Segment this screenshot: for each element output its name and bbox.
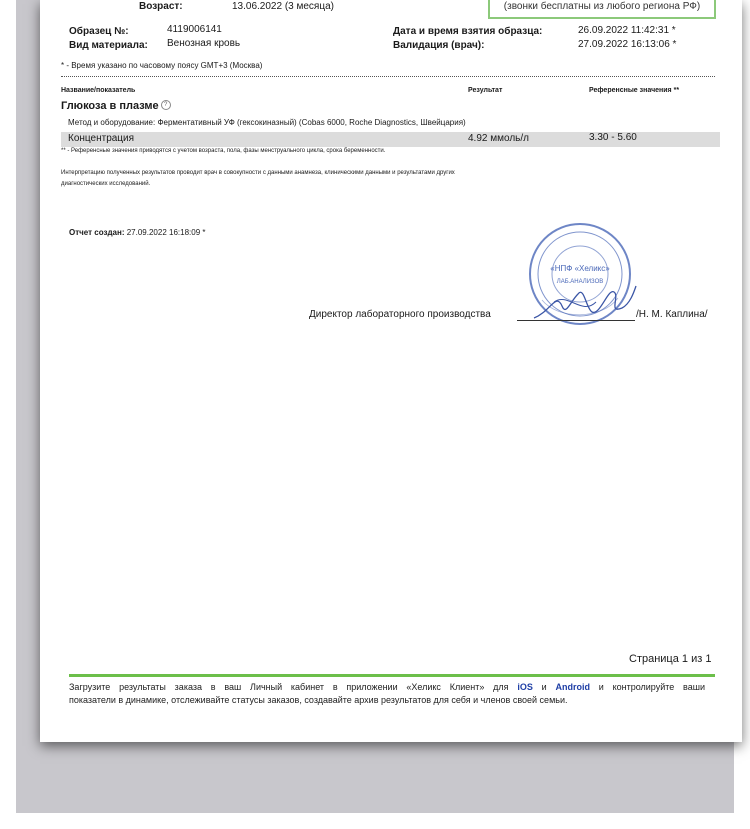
footer-line-2: показатели в динамике, отслеживайте статусы заказов, создавайте архив результатов для себя и членов своей семьи.	[69, 695, 568, 705]
age-value: 13.06.2022 (3 месяца)	[232, 1, 334, 12]
validation-value: 27.09.2022 16:13:06 *	[578, 39, 677, 50]
report-created	[69, 228, 205, 237]
interpretation-line-1: Интерпретацию полученных результатов проводит врач в совокупности с данными анамнеза, клиническими данными и результатами других	[61, 170, 455, 176]
android-link[interactable]: Android	[555, 682, 590, 692]
footer-text-b: и контролируйте ваши	[598, 682, 705, 692]
report-created-label: Отчет создан:	[69, 228, 125, 237]
age-label: Возраст:	[139, 1, 183, 12]
row-name: Концентрация	[68, 133, 135, 144]
material-label: Вид материала:	[69, 40, 148, 51]
page-counter: Страница 1 из 1	[629, 653, 712, 665]
interpretation-line-2: диагностических исследований.	[61, 181, 151, 187]
validation-label: Валидация (врач):	[393, 40, 485, 51]
sample-datetime-value: 26.09.2022 11:42:31 *	[578, 25, 676, 36]
col-header-reference: Референсные значения **	[589, 87, 680, 94]
col-header-result: Результат	[468, 87, 503, 94]
dotted-divider	[61, 76, 715, 77]
help-icon[interactable]: ?	[161, 100, 171, 110]
director-title: Директор лабораторного производства	[309, 309, 491, 320]
stamp-center-text: «НПФ «Хеликс»	[550, 264, 610, 273]
report-page	[40, 0, 742, 742]
row-result: 4.92 ммоль/л	[468, 133, 529, 144]
footer-divider	[69, 674, 715, 677]
footer-and: и	[541, 682, 547, 692]
sample-datetime-label: Дата и время взятия образца:	[393, 26, 543, 37]
free-calls-note: (звонки бесплатны из любого региона РФ)	[488, 0, 716, 19]
row-reference: 3.30 - 5.60	[589, 132, 637, 143]
sample-number-value: 4119006141	[167, 24, 222, 35]
sample-number-label: Образец №:	[69, 26, 129, 37]
test-title-text: Глюкоза в плазме	[61, 100, 159, 112]
report-created-value: 27.09.2022 16:18:09 *	[126, 228, 206, 237]
director-name: /Н. М. Каплина/	[636, 309, 708, 320]
ios-link[interactable]: iOS	[517, 682, 533, 692]
reference-note: ** - Референсные значения приводятся с учетом возраста, пола, фазы менструального цикла, срока беременности.	[61, 148, 386, 154]
signature-line	[517, 320, 635, 321]
col-header-name: Название/показатель	[61, 87, 136, 94]
document-viewer[interactable]	[16, 0, 734, 813]
footer-text-a: Загрузите результаты заказа в ваш Личный кабинет в приложении «Хеликс Клиент» для	[69, 682, 509, 692]
timezone-note: * - Время указано по часовому поясу GMT+3 (Москва)	[61, 61, 263, 70]
test-title	[61, 100, 171, 112]
stamp-sub-text: ЛАБ.АНАЛИЗОВ	[556, 279, 604, 285]
footer-line-1	[69, 681, 705, 694]
method-line: Метод и оборудование: Ферментативный УФ (гексокиназный) (Cobas 6000, Roche Diagnostics, Швейцария)	[68, 118, 466, 127]
material-value: Венозная кровь	[167, 38, 241, 49]
